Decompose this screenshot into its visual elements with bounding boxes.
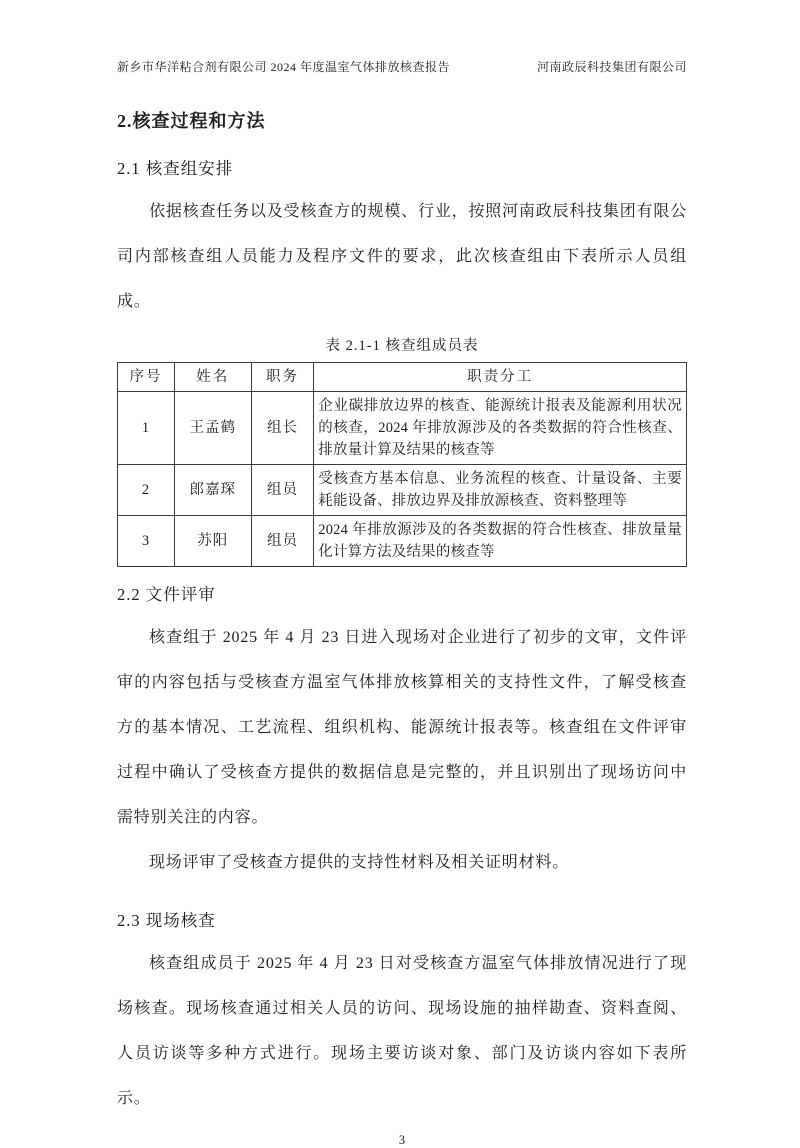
cell-name: 郎嘉琛	[174, 465, 251, 516]
cell-no: 2	[118, 465, 175, 516]
col-header-duty: 职责分工	[314, 363, 687, 392]
cell-role: 组员	[251, 516, 314, 567]
section-2-3-paragraph: 核查组成员于 2025 年 4 月 23 日对受核查方温室气体排放情况进行了现场核查。现场核查通过相关人员的访问、现场设施的抽样勘查、资料查阅、人员访谈等多种方式进行。现场主要访谈对象、部门及访谈内容如下表所示。	[117, 955, 687, 1107]
section-2-1-paragraph: 依据核查任务以及受核查方的规模、行业，按照河南政辰科技集团有限公司内部核查组人员能力及程序文件的要求，此次核查组由下表所示人员组成。	[117, 203, 687, 310]
running-header	[117, 58, 687, 75]
table-caption: 表 2.1-1 核查组成员表	[325, 338, 479, 354]
col-header-role: 职务	[251, 363, 314, 392]
cell-no: 1	[118, 392, 175, 465]
header-right-company: 河南政辰科技集团有限公司	[536, 60, 687, 74]
cell-name: 苏阳	[174, 516, 251, 567]
cell-role: 组长	[251, 392, 314, 465]
col-header-name: 姓名	[174, 363, 251, 392]
table-header-row	[118, 363, 687, 392]
table-row	[118, 465, 687, 516]
cell-name: 王孟鹤	[174, 392, 251, 465]
page-number: 3	[398, 1133, 406, 1147]
chapter-heading: 2.核查过程和方法	[117, 111, 266, 131]
section-2-2-paragraph-2: 现场评审了受核查方提供的支持性材料及相关证明材料。	[149, 854, 570, 871]
col-header-no: 序号	[118, 363, 175, 392]
cell-duty: 企业碳排放边界的核查、能源统计报表及能源利用状况的核查，2024 年排放源涉及的各类数据的符合性核查、排放量计算及结果的核查等	[314, 392, 687, 465]
table-row	[118, 516, 687, 567]
header-left-title: 新乡市华洋粘合剂有限公司 2024 年度温室气体排放核查报告	[117, 60, 451, 74]
cell-role: 组员	[251, 465, 314, 516]
cell-duty: 受核查方基本信息、业务流程的核查、计量设备、主要耗能设备、排放边界及排放源核查、资料整理等	[314, 465, 687, 516]
table-row	[118, 392, 687, 465]
section-2-3-heading: 2.3 现场核查	[117, 911, 216, 930]
cell-duty: 2024 年排放源涉及的各类数据的符合性核查、排放量量化计算方法及结果的核查等	[314, 516, 687, 567]
section-2-2-heading: 2.2 文件评审	[117, 585, 216, 604]
verification-team-table	[117, 362, 687, 567]
section-2-2-paragraph-1: 核查组于 2025 年 4 月 23 日进入现场对企业进行了初步的文审，文件评审的内容包括与受核查方温室气体排放核算相关的支持性文件，了解受核查方的基本情况、工艺流程、组织机构、能源统计报表等。核查组在文件评审过程中确认了受核查方提供的数据信息是完整的，并且识别出了现场访问中需特别关注的内容。	[117, 629, 687, 826]
cell-no: 3	[118, 516, 175, 567]
section-2-1-heading: 2.1 核查组安排	[117, 159, 234, 178]
